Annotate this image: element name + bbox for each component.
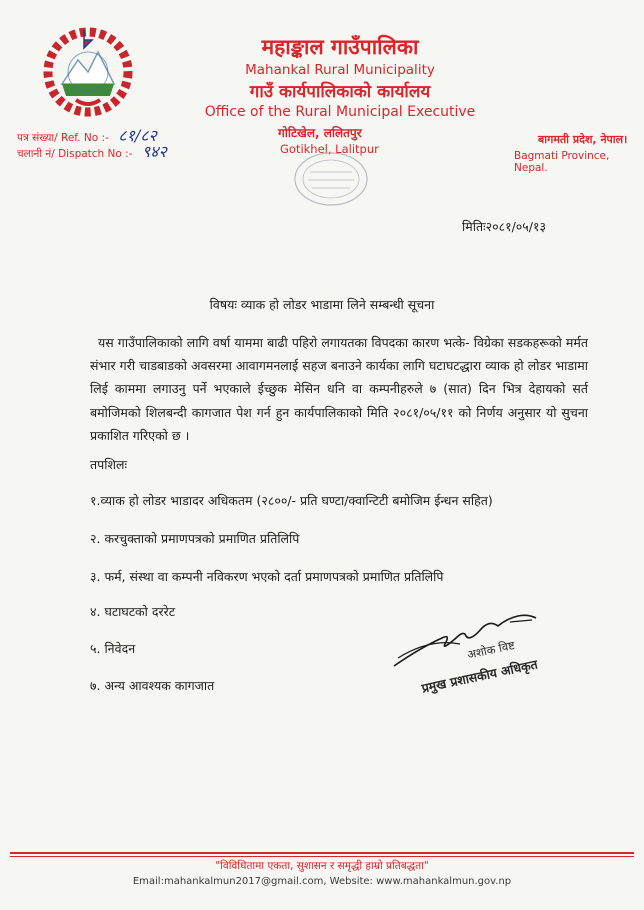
signatory-title: प्रमुख प्रशासकीय अधिकृत (420, 656, 539, 696)
dispatch-number-label: चलानी नं/ Dispatch No :- (17, 148, 133, 160)
list-item: ४. घटाघटको दररेट (90, 604, 176, 619)
org-name-nepali: महाङ्काल गाउँपालिका (261, 35, 419, 59)
org-name-english: Mahankal Rural Municipality (245, 62, 435, 78)
ref-number-value: ८१/८२ (118, 126, 157, 145)
letter-date: मितिः२०८१/०५/१३ (462, 219, 547, 234)
dispatch-number-row (17, 140, 167, 162)
signatory-name: अशोक विष्ट (466, 637, 517, 662)
letter-subject: विषयः व्याक हो लोडर भाडामा लिने सम्बन्धी सूचना (209, 297, 435, 312)
address-english: Gotikhel, Lalitpur (280, 142, 379, 156)
province-nepali: बागमती प्रदेश, नेपाल। (538, 133, 628, 146)
ref-number-label: पत्र संख्या/ Ref. No :- (17, 132, 109, 144)
org-title-block (190, 34, 490, 122)
footer-divider (10, 852, 634, 854)
province-english: Bagmati Province, Nepal. (514, 150, 610, 174)
list-item: २. करचुक्ताको प्रमाणपत्रको प्रमाणित प्रतिलिपि (90, 531, 300, 546)
footer-contact: Email:mahankalmun2017@gmail.com, Website: www.mahankalmun.gov.np (132, 876, 512, 887)
office-name-english: Office of the Rural Municipal Executive (204, 104, 476, 120)
letter-body: यस गाउँपालिकाको लागि वर्षा याममा बाढी पहिरो लगायतका विपदका कारण भत्के- विग्रेका सडकहरूको मर्मत संभार गरी चाडबाडको अवसरमा आवागमनलाई सहज बनाउने कार्यका लागि घटाघटद्धारा व्याक हो लोडर भाडामा लिई काममा लगाउनु पर्ने भएकाले ईच्छुक मेसिन धनि वा कम्पनीहरुले ७ (सात) दिन भित्र देहायको सर्त बमोजिमको शिलबन्दी कागजात पेश गर्न हुन कार्यपालिकाको मिति २०८१/०५/११ को निर्णय अनुसार यो सुचना प्रकाशित गरिएको छ । (90, 335, 588, 443)
nepal-emblem-icon (40, 22, 136, 118)
dispatch-number-value: ९४२ (141, 142, 167, 161)
footer-motto: "विविधितामा एकता, सुशासन र समृद्धी हाम्रो प्रतिबद्धता" (215, 860, 429, 872)
office-name-nepali: गाउँ कार्यपालिकाको कार्यालय (249, 82, 431, 102)
items-title: तपशिलः (90, 457, 127, 472)
list-item: ५. निवेदन (90, 641, 136, 656)
list-item: १.व्याक हो लोडर भाडादर अधिकतम (२८००/- प्रति घण्टा/क्वान्टिटी बमोजिम ईन्धन सहित) (90, 493, 493, 508)
address-nepali: गोटिखेल, ललितपुर (278, 126, 362, 140)
list-item: ३. फर्म, संस्था वा कम्पनी नविकरण भएको दर्ता प्रमाणपत्रको प्रमाणित प्रतिलिपि (90, 569, 444, 584)
footer-divider-thin (10, 856, 634, 857)
list-item: ७. अन्य आवश्यक कागजात (90, 678, 215, 693)
office-stamp-icon (292, 150, 370, 208)
